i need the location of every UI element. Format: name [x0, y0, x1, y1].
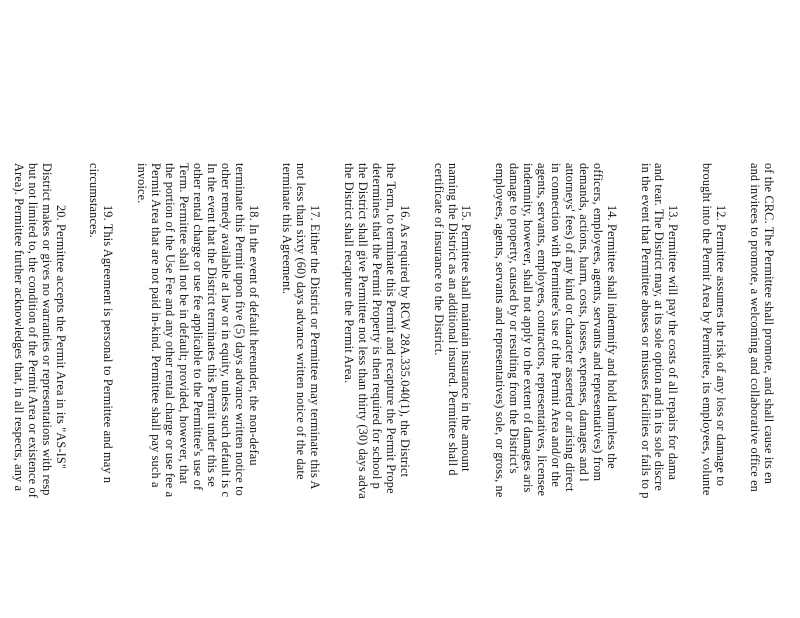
text-line: determines that the Permit Property is then required for school p	[369, 163, 384, 489]
text-line: 12. Permittee assumes the risk of any loss or damage to	[714, 205, 729, 487]
text-line: Area). Permittee further acknowledges that, in all respects, any a	[11, 163, 26, 492]
text-line: damage to property, caused by or resulting from the District's	[507, 163, 522, 474]
text-line: 15. Permittee shall maintain insurance in the amount	[459, 205, 474, 472]
document-body	[0, 163, 775, 618]
text-line: other remedy available at law or in equity, unless such default is c	[218, 163, 233, 498]
text-line: certificate of insurance to the District.	[431, 163, 446, 356]
text-line: attorneys' fees) of any kind or character asserted or arising direct	[562, 163, 577, 492]
text-line: the portion of the Use Fee and any other rental charge or use fee a	[163, 163, 178, 498]
text-line: in connection with Permittee's use of the Permit Area and/or the	[549, 163, 564, 487]
text-line: and invitees to promote, a welcoming and collaborative office en	[748, 163, 763, 492]
paragraph-19-personal-agreement	[87, 163, 115, 618]
paragraph-17-termination-notice	[280, 163, 322, 618]
text-line: 17. Either the District or Permittee may terminate this A	[308, 205, 323, 490]
text-line: terminate this Permit upon five (5) days advance written notice to	[232, 163, 247, 496]
text-line: the Term, to terminate this Permit and recapture the Permit Prope	[383, 163, 398, 494]
text-line: the District shall give Permittee not less than thirty (30) days adva	[356, 163, 371, 499]
text-line: agents, servants, employees, contractors, representatives, licensee	[535, 163, 550, 497]
text-line: naming the District as an additional insured. Permittee shall d	[445, 163, 460, 476]
text-line: and tear. The District may, at its sole option and in its sole discre	[652, 163, 667, 491]
text-line: demands, actions, harm, costs, losses, expenses, damages and l	[576, 163, 591, 482]
text-line: invoice.	[135, 163, 150, 204]
text-line: brought into the Permit Area by Permittee, its employees, volunte	[700, 163, 715, 496]
text-line: 13. Permittee will pay the costs of all repairs for dama	[666, 205, 681, 481]
text-line: in the event that Permittee abuses or misuses facilities or fails to p	[638, 163, 653, 499]
text-line: In the event that the District terminates this Permit under this se	[204, 163, 219, 487]
text-line: terminate this Agreement.	[280, 163, 295, 295]
text-line: 19. This Agreement is personal to Permittee and may n	[101, 205, 116, 484]
text-line: indemnity, however, shall not apply to the extent of damages aris	[521, 163, 536, 493]
text-line: 14. Permittee shall indemnify and hold harmless the	[604, 205, 619, 469]
text-line: circumstances.	[87, 163, 102, 238]
text-line: the District shall recapture the Permit Area.	[342, 163, 357, 384]
paragraph-14-indemnity	[493, 163, 618, 618]
paragraph-15-insurance	[431, 163, 473, 618]
paragraph-20-as-is	[11, 163, 67, 618]
paragraph-12-risk-of-loss	[699, 163, 727, 618]
paragraph-18-default	[134, 163, 259, 618]
text-line: employees, agents, servants and representatives) sole, or gross, ne	[493, 163, 508, 498]
text-line: Term. Permittee shall not be in default; provided, however, that	[177, 163, 191, 485]
text-line: 20. Permittee accepts the Permit Area in its "AS-IS"	[53, 205, 68, 470]
text-line: but not limited to, the condition of the Permit Area or existence of	[25, 163, 40, 498]
text-line: not less than sixty (60) days advance written notice of the date	[294, 163, 309, 480]
text-line: District makes or gives no warranties or representations with resp	[39, 163, 54, 496]
text-line: Permit Area that are not paid in-kind. Permittee shall pay such a	[149, 163, 164, 488]
text-line: 16. As required by RCW 28A.335.040(1), the District	[397, 205, 412, 478]
paragraph-13-repairs	[638, 163, 680, 618]
text-line: other rental charge or use fee applicable to the Permittee's use of	[190, 163, 205, 491]
text-line: 18. In the event of default hereunder, the non-defau	[246, 205, 261, 466]
text-line: of the CRC. The Permittee shall promote, and shall cause its en	[762, 163, 776, 485]
paragraph-16-recapture	[341, 163, 411, 618]
paragraph-crc-conduct	[747, 163, 775, 618]
text-line: officers, employees, agents, servants and representatives) from	[590, 163, 605, 482]
